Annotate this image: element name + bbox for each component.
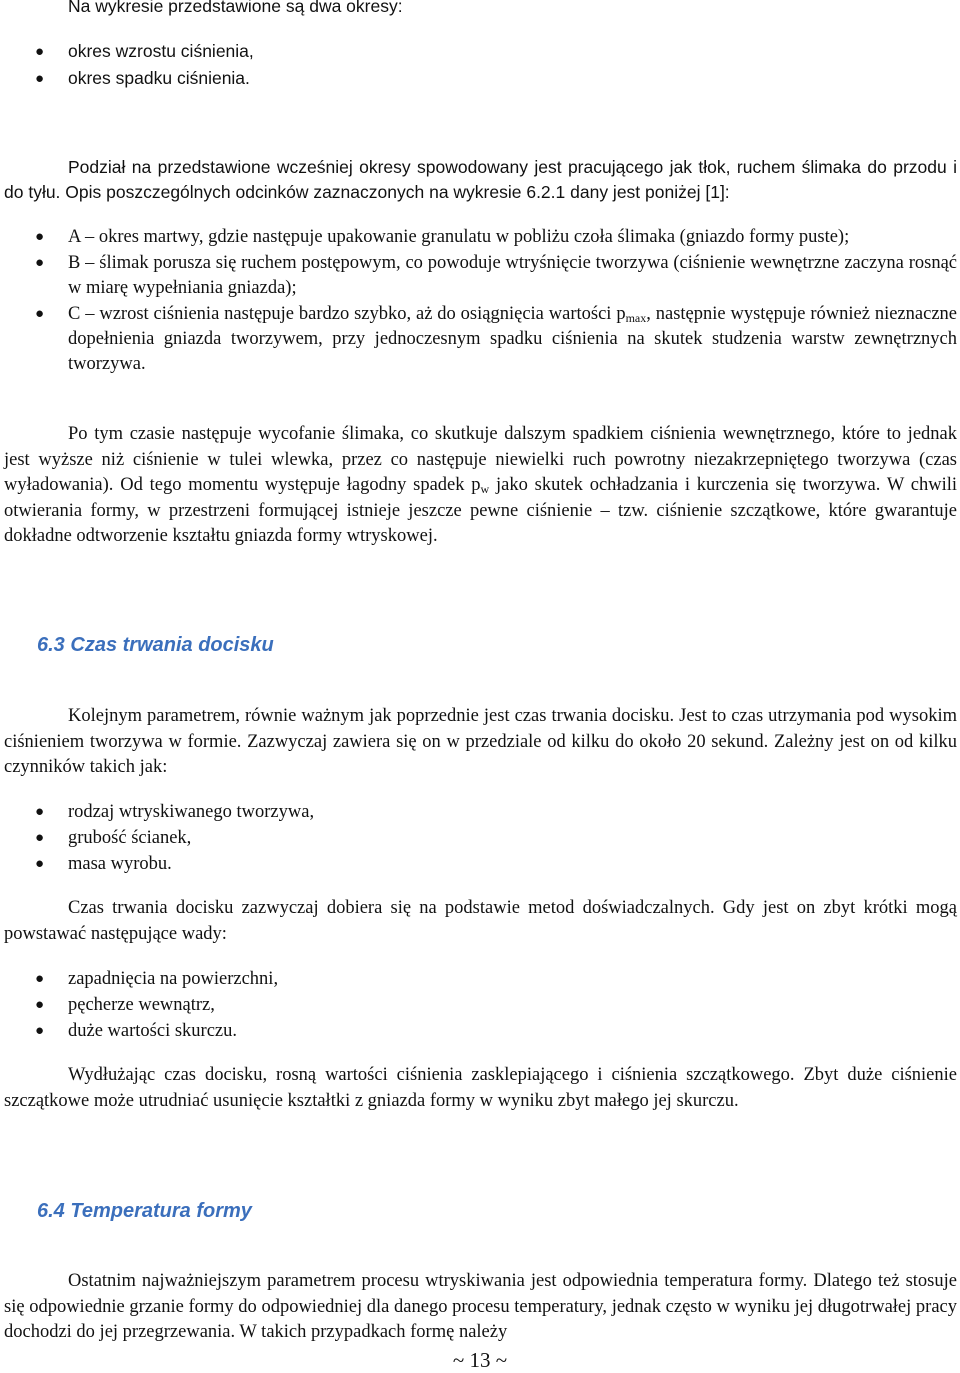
list-item: ● pęcherze wewnątrz, [4, 992, 957, 1018]
bullet-icon: ● [35, 1023, 45, 1039]
defects-list [4, 966, 957, 1044]
phase-c-item: ● C – wzrost ciśnienia następuje bardzo szybko, aż do osiągnięcia wartości $p_{max}$, następnie występuje również nieznaczne dopełnienia gniazda tworzywem, przy jednoczesnym spadku ciśnienia na skutek studzenia warstw zewnętrznych tworzywa. [35, 304, 957, 374]
list-item: ● zapadnięcia na powierzchni, [4, 966, 957, 992]
section-6-4-paragraph-1: Ostatnim najważniejszym parametrem procesu wtryskiwania jest odpowiednia temperatura formy. Dlatego też stosuje się odpowiednie grzanie formy do odpowiedniej dla danego procesu temperatury, jednak często w wyniku jej długotrwałej pracy dochodzi do jej przegrzewania. W takich przypadkach formę należy [4, 1271, 957, 1342]
section-6-3-heading: 6.3 Czas trwania docisku [37, 634, 274, 656]
bullet-icon: ● [35, 971, 45, 987]
bullet-icon: ● [35, 43, 45, 60]
phases-list [4, 225, 957, 378]
bullet-icon: ● [35, 997, 45, 1013]
section-6-4-heading: 6.4 Temperatura formy [37, 1200, 252, 1222]
bullet-icon: ● [35, 229, 45, 245]
bullet-icon: ● [35, 255, 45, 271]
list-item: ● duże wartości skurczu. [4, 1018, 957, 1044]
page-number: ~ 13 ~ [452, 1348, 508, 1372]
intro-text: Na wykresie przedstawione są dwa okresy: [68, 0, 403, 16]
division-paragraph: Podział na przedstawione wcześniej okresy spowodowany jest pracującego jak tłok, ruchem ślimaka do przodu i do tyłu. Opis poszczególnych odcinków zaznaczonych na wykresie 6.2.1 dany jest poniżej [1]: [4, 157, 957, 202]
section-6-3-paragraph-3: Wydłużając czas docisku, rosną wartości ciśnienia zasklepiającego i ciśnienia szczątkowego. Zbyt duże ciśnienie szczątkowe może utrudniać usunięcie kształtki z gniazda formy w wyniku zbyt małego jej skurczu. [4, 1065, 957, 1111]
phase-a-item: ● A – okres martwy, gdzie następuje upakowanie granulatu w pobliżu czoła ślimaka (gniazdo formy puste); [4, 225, 957, 250]
bullet-icon: ● [35, 70, 45, 87]
section-6-3-paragraph-2: Czas trwania docisku zazwyczaj dobiera się na podstawie metod doświadczalnych. Gdy jest on zbyt krótki mogą powstawać następujące wady: [4, 898, 957, 944]
bullet-icon: ● [35, 830, 45, 846]
list-item: ● rodzaj wtryskiwanego tworzywa, [4, 799, 957, 825]
section-6-3-paragraph-1: Kolejnym parametrem, równie ważnym jak poprzednie jest czas trwania docisku. Jest to czas utrzymania pod wysokim ciśnieniem tworzywa w formie. Zazwyczaj zawiera się on w przedziale od kilku do około 20 sekund. Zależny jest on od kilku czynników takich jak: [4, 706, 957, 777]
phase-b-item: ● B – ślimak porusza się ruchem postępowym, co powoduje wtryśnięcie tworzywa (ciśnienie wewnętrzne zaczyna rosnąć w miarę wypełniania gniazda); [35, 253, 957, 298]
bullet-icon: ● [35, 804, 45, 820]
list-item: ● masa wyrobu. [4, 851, 957, 877]
list-item: ● grubość ścianek, [4, 825, 957, 851]
list-item: ● okres wzrostu ciśnienia, [4, 38, 957, 65]
retract-paragraph: Po tym czasie następuje wycofanie ślimaka, co skutkuje dalszym spadkiem ciśnienia wewnętrznego, które to jednak jest wyższe niż ciśnienie w tulei wlewka, przez co następuje niewielki ruch powrotny niezakrzepniętego tworzywa (czas wyładowania). Od tego momentu występuje łagodny spadek $p_w$ jako skutek ochładzania i kurczenia się tworzywa. W chwili otwierania formy, w przestrzeni formującej istnieje jeszcze pewne ciśnienie – tzw. ciśnienie szczątkowe, które gwarantuje dokładne odtworzenie kształtu gniazda formy wtryskowej. [4, 424, 957, 546]
list-item: ● okres spadku ciśnienia. [4, 65, 957, 92]
bullet-icon: ● [35, 306, 45, 322]
factors-list [4, 799, 957, 877]
bullet-icon: ● [35, 856, 45, 872]
periods-list [4, 38, 957, 92]
